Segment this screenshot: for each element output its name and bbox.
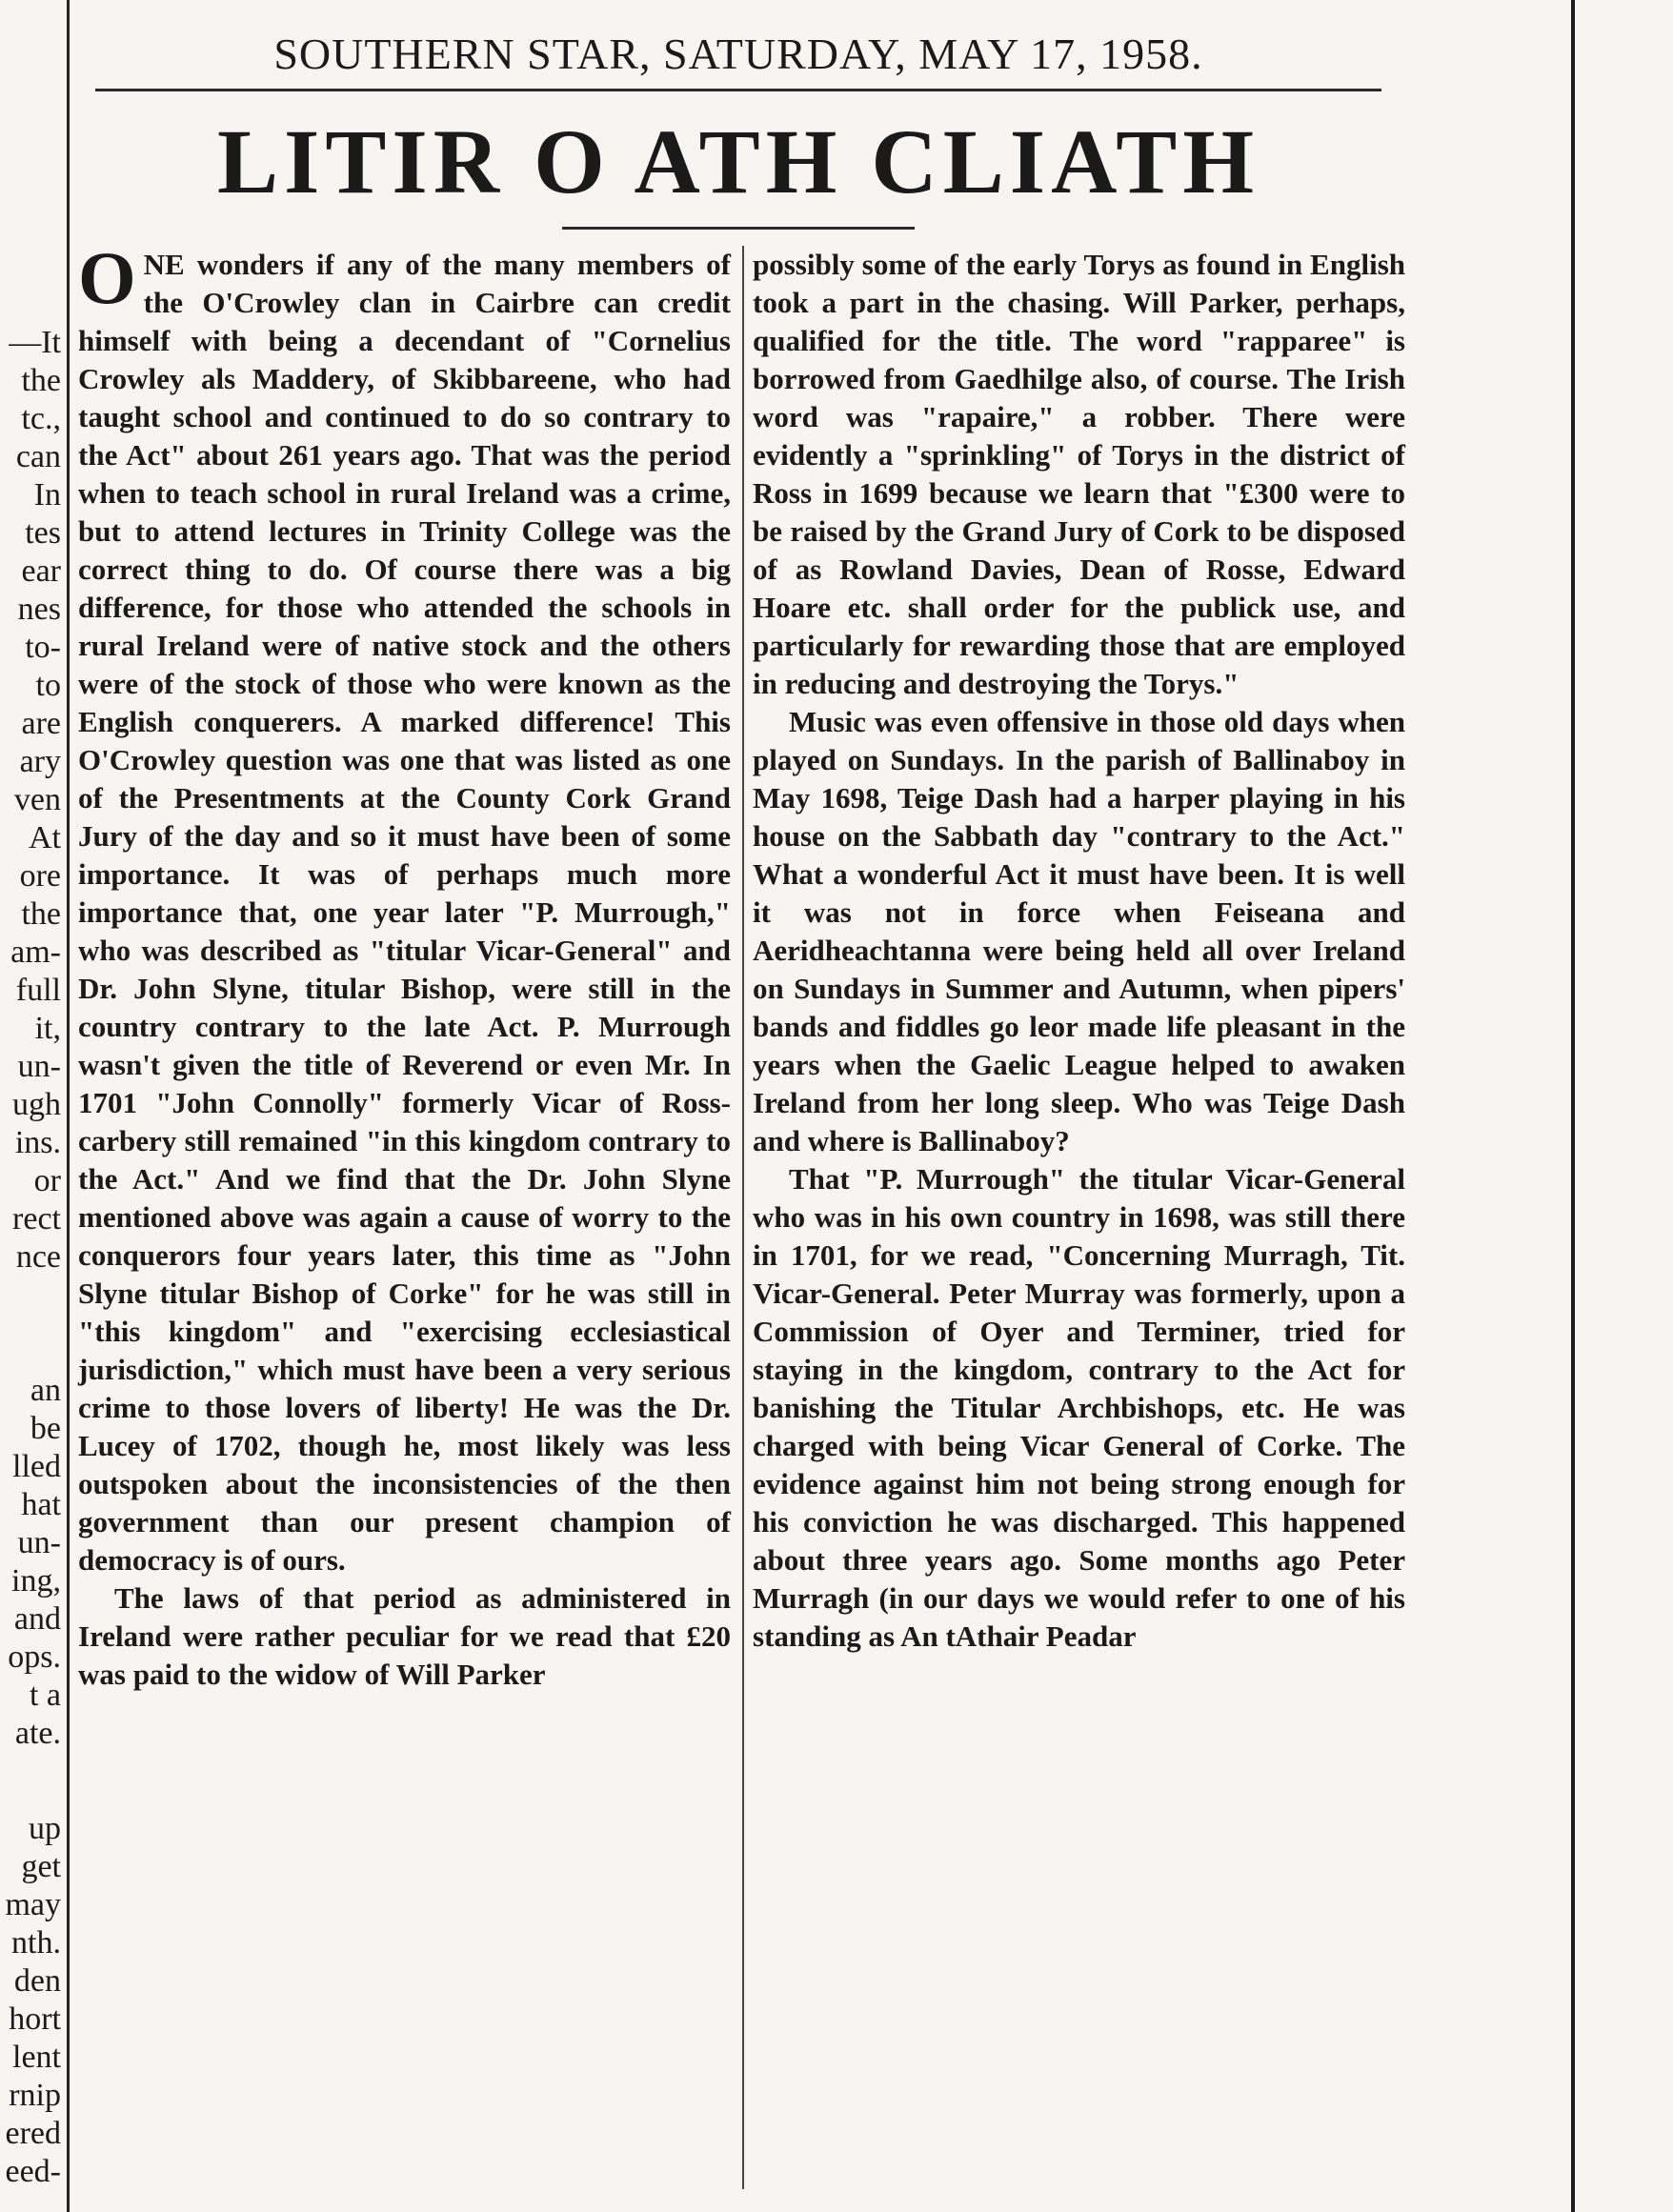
fragment-text: un- — [17, 1525, 61, 1560]
fragment-text: At — [29, 820, 61, 855]
fragment-text: ins. — [14, 1125, 61, 1160]
newspaper-dateline: SOUTHERN STAR, SATURDAY, MAY 17, 1958. — [95, 29, 1381, 91]
article-column-1 — [78, 236, 731, 1694]
fragment-text: eed- — [5, 2154, 61, 2189]
fragment-text: un- — [17, 1049, 61, 1084]
article-paragraph: The laws of that period as administered in Ireland were rather peculiar for we read that £20 was paid to the widow of Will Parker — [78, 1581, 731, 1691]
fragment-text: lled — [12, 1449, 61, 1484]
fragment-text: nce — [15, 1239, 61, 1275]
fragment-text: ugh — [12, 1087, 61, 1122]
fragment-text: hat — [21, 1487, 61, 1522]
fragment-text: lent — [12, 2040, 61, 2075]
fragment-text: ven — [13, 782, 61, 817]
fragment-text: nth. — [11, 1925, 61, 1961]
fragment-text: to — [35, 668, 61, 703]
fragment-text: up — [29, 1811, 61, 1846]
article-paragraph: possibly some of the early Torys as found in English took a part in the chasing. Will Parker, perhaps, qualified for the title. The word "rapparee" is borrowed from Gaedhilge also, of course. The Irish word was "rapaire," a robber. There were evidently a "sprinkling" of Torys in the district of Ross in 1699 because we learn that "£300 were to be raised by the Grand Jury of Cork to be disposed of as Rowland Davies, Dean of Rosse, Edward Hoare etc. shall order for the publick use, and particularly for rewarding those that are employed in reducing and destroying the Torys." — [753, 248, 1405, 700]
fragment-text: rnip — [9, 2078, 61, 2113]
headline-rule — [562, 227, 915, 230]
fragment-text: nes — [17, 592, 61, 627]
fragment-text: ate. — [14, 1716, 61, 1751]
fragment-text: ary — [19, 744, 61, 779]
fragment-text: ore — [19, 858, 61, 894]
fragment-text: be — [30, 1411, 61, 1446]
article-column-2 — [753, 246, 1405, 1656]
fragment-text: and — [13, 1601, 61, 1637]
fragment-text: t a — [29, 1678, 61, 1713]
fragment-text: full — [15, 973, 61, 1008]
article-paragraph: Music was even offensive in those old days when played on Sundays. In the parish of Ballinaboy in May 1698, Teige Dash had a harper playing in his house on the Sabbath day "contrary to the Act." What a wonderful Act it must have been. It is well it was not in force when Feiseana and Aeridheachtanna were being held all over Ireland on Sundays in Summer and Autumn, when pipers' bands and fiddles go leor made life pleasant in the years when the Gaelic League helped to awaken Ireland from her long sleep. Who was Teige Dash and where is Ballinaboy? — [753, 705, 1405, 1157]
fragment-text: or — [33, 1163, 61, 1198]
fragment-text: ops. — [8, 1639, 61, 1675]
fragment-text: hort — [9, 2001, 61, 2037]
adjacent-column-fragment — [0, 0, 70, 2212]
fragment-text: —It — [9, 325, 61, 360]
fragment-text: tc., — [21, 401, 61, 436]
fragment-text: the — [21, 896, 61, 932]
fragment-text: tes — [25, 515, 61, 551]
fragment-text: rect — [12, 1201, 61, 1237]
fragment-text: can — [15, 439, 61, 474]
fragment-text: get — [21, 1849, 61, 1884]
article-headline: LITIR O ATH CLIATH — [216, 111, 1260, 212]
fragment-text: to- — [25, 630, 61, 665]
fragment-text: den — [13, 1963, 61, 1999]
fragment-text: are — [21, 706, 61, 741]
fragment-text: ear — [21, 553, 61, 589]
fragment-text: it, — [34, 1011, 61, 1046]
fragment-text: ing, — [11, 1563, 61, 1599]
paragraph-text: NE wonders if any of the many members of the O'Crowley clan in Cairbre can credit himself with being a decendant of "Cornelius Crowley als Maddery, of Skibbareene, who had taught school and continued to do so contrary to the Act" about 261 years ago. That was the period when to teach school in rural Ireland was a crime, but to attend lectures in Trinity College was the correct thing to do. Of course there was a big difference, for those who attended the schools in rural Ireland were of native stock and the others were of the stock of those who were known as the English conquerers. A marked difference! This O'Crowley question was one that was listed as one of the Presentments at the County Cork Grand Jury of the day and so it must have been of some importance. It was of perhaps much more importance that, one year later "P. Murrough," who was described as "titular Vicar-General" and Dr. John Slyne, titular Bishop, were still in the country contrary to the late Act. P. Murrough wasn't given the title of Reverend or even Mr. In 1701 "John Connolly" formerly Vicar of Rosscarbery still remained "in this kingdom contrary to the Act." And we find that the Dr. John Slyne mentioned above was again a cause of worry to the conquerors four years later, this time as "John Slyne titular Bishop of Corke" for he was still in "this kingdom" and "exercising ecclesiastical jurisdiction," which must have been a very serious crime to those lovers of liberty! He was the Dr. Lucey of 1702, though he, most likely was less outspoken about the inconsistencies of the then government than our present champion of democracy is of ours. — [78, 248, 731, 1577]
article-paragraph: That "P. Murrough" the titular Vicar-General who was in his own country in 1698, was still there in 1701, for we read, "Concerning Murragh, Tit. Vicar-General. Peter Murray was formerly, upon a Commission of Oyer and Terminer, tried for staying in the kingdom, contrary to the Act for banishing the Titular Archbishops, etc. He was charged with being Vicar General of Corke. The evidence against him not being strong enough for his conviction he was discharged. This happened about three years ago. Some months ago Peter Murragh (in our days we would refer to one of his standing as An tAthair Peadar — [753, 1162, 1405, 1653]
fragment-text: may — [5, 1887, 61, 1922]
drop-cap: O — [78, 236, 136, 319]
fragment-text: ered — [5, 2116, 61, 2151]
fragment-text: the — [21, 363, 61, 398]
column-divider-right — [1571, 0, 1575, 2212]
column-divider — [742, 246, 744, 2189]
fragment-text: In — [33, 477, 61, 513]
article-paragraph — [78, 236, 731, 1579]
fragment-text: am- — [10, 935, 61, 970]
fragment-text: an — [30, 1373, 61, 1408]
